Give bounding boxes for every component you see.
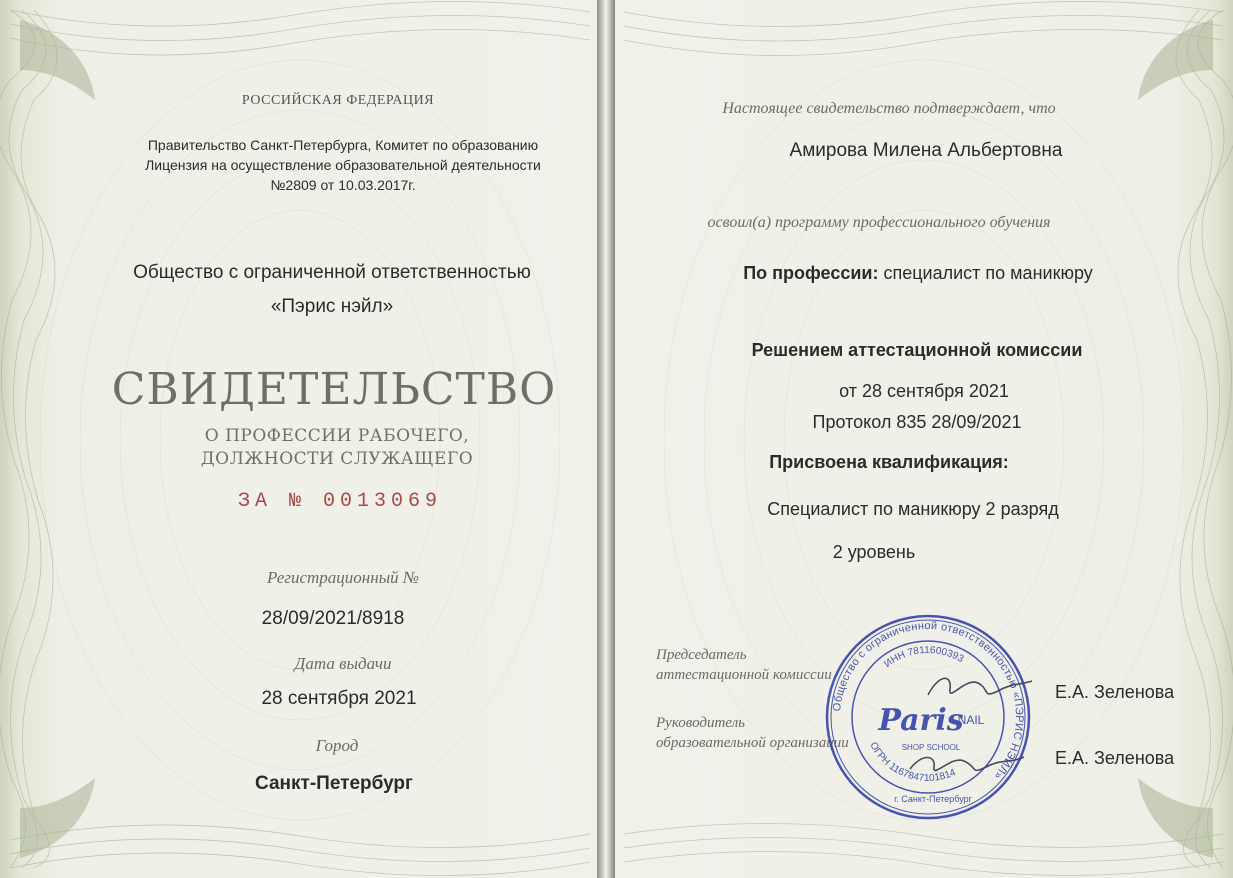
organization-seal [823,612,1033,822]
seal-school: SHOP SCHOOL [901,743,961,752]
authority-line-2: Лицензия на осуществление образовательной деятельности [145,157,541,173]
org-name-line-1: Общество с ограниченной ответственностью [133,262,531,283]
left-page [0,0,600,878]
seal-logo-sub: NAIL [957,713,985,727]
svg-text:Общество с ограниченной ответс [831,619,1026,785]
country-label: РОССИЙСКАЯ ФЕДЕРАЦИЯ [241,93,435,108]
profession-label: По профессии: [743,263,879,283]
commission-decision: Решением аттестационной комиссии [751,340,1083,360]
commission-date: от 28 сентября 2021 [839,381,1009,401]
document-title: СВИДЕТЕЛЬСТВО [111,364,557,415]
license-number: №2809 от 10.03.2017г. [270,177,416,193]
head-label-line-1: Руководитель [656,715,745,731]
serial-number: ЗА № 0013069 [237,490,443,513]
confirmation-text: Настоящее свидетельство подтверждает, что [722,100,1056,117]
seal-city: г. Санкт-Петербург [894,794,972,804]
registration-label: Регистрационный № [267,568,419,587]
seal-ogrn: ОГРН 1167847101814 [867,740,958,785]
chair-name: Е.А. Зеленова [1055,682,1175,702]
authority-line-1: Правительство Санкт-Петербурга, Комитет по образованию [147,137,539,153]
chair-label-line-1: Председатель [656,647,747,663]
holder-name: Амирова Милена Альбертовна [789,140,1063,161]
profession-value: специалист по маникюру [883,263,1093,283]
seal-logo-main: Paris [878,703,964,738]
book-spine [597,0,615,878]
issue-date-value: 28 сентября 2021 [261,688,417,709]
head-name: Е.А. Зеленова [1055,748,1175,768]
chair-label-line-2: аттестационной комиссии [656,667,832,683]
profession-line [743,263,1093,284]
qualification-label: Присвоена квалификация: [769,452,1009,472]
city-label: Город [315,736,359,755]
head-label [656,713,849,753]
org-name-line-2: «Пэрис нэйл» [270,296,394,317]
protocol-number: Протокол 835 28/09/2021 [812,412,1022,432]
registration-value: 28/09/2021/8918 [261,608,405,629]
qualification-value: Специалист по маникюру 2 разряд [767,499,1059,519]
qualification-level: 2 уровень [832,542,916,562]
issue-date-label: Дата выдачи [294,654,392,673]
subtitle-line-2: ДОЛЖНОСТИ СЛУЖАЩЕГО [200,449,474,469]
seal-outer-text: Общество с ограниченной ответственностью «ПЭРИС НЭЙЛ» [831,619,1026,782]
subtitle-line-1: О ПРОФЕССИИ РАБОЧЕГО, [204,426,470,446]
program-text: освоил(а) программу профессионального обучения [707,214,1051,231]
head-label-line-2: образовательной организации [656,735,849,751]
seal-inn: ИНН 7811600393 [882,644,966,671]
chair-label [656,645,832,685]
city-value: Санкт-Петербург [255,773,413,794]
